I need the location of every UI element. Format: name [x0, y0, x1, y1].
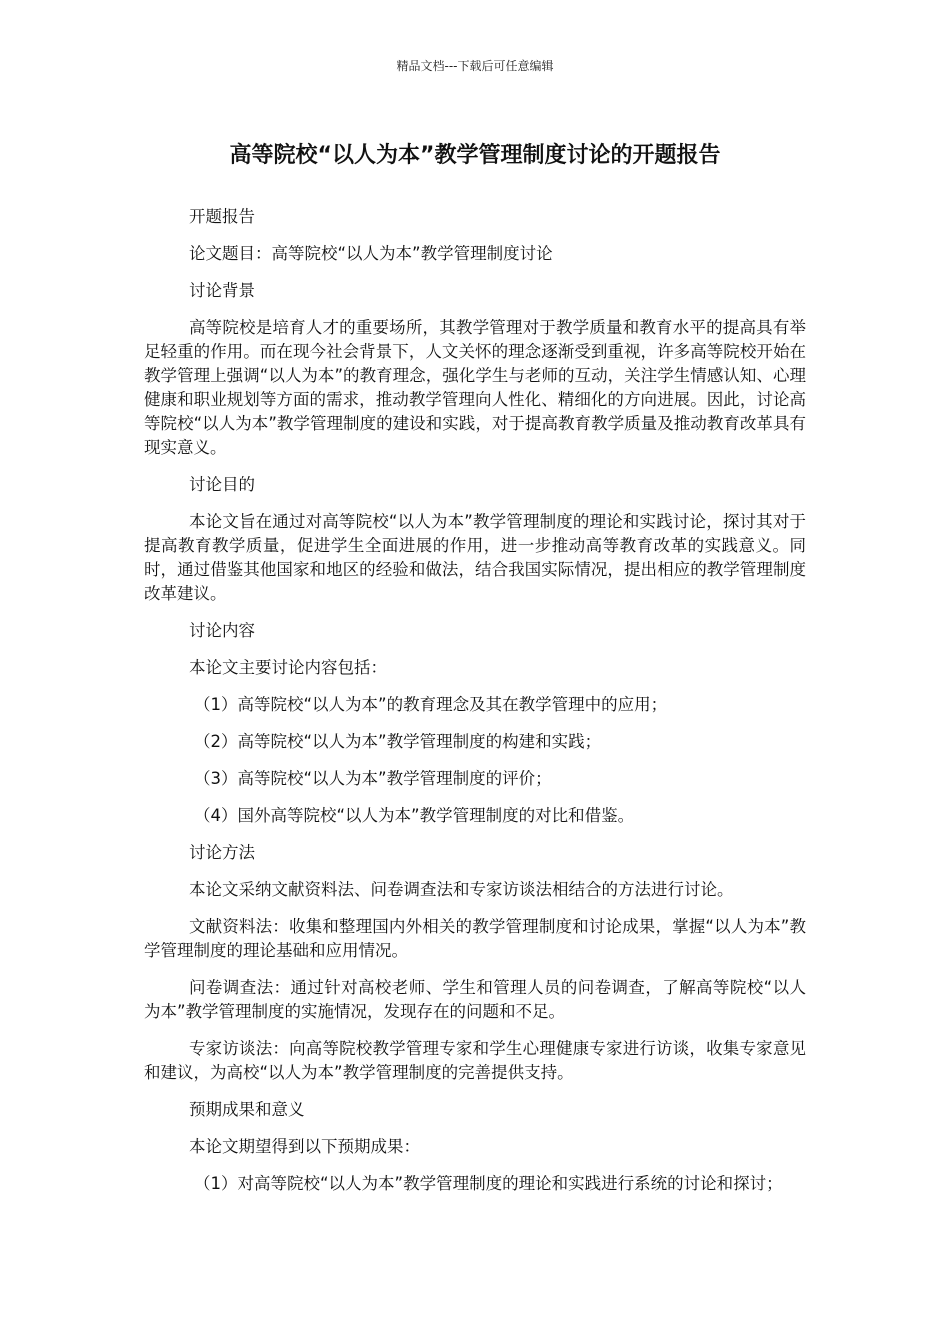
- list-item: （4）国外高等院校“以人为本”教学管理制度的对比和借鉴。: [194, 806, 635, 825]
- paragraph: 高等院校是培育人才的重要场所，其教学管理对于教学质量和教育水平的提高具有举足轻重的作用。而在现今社会背景下，人文关怀的理念逐渐受到重视，许多高等院校开始在教学管理上强调“以人为本”的教育理念，强化学生与老师的互动，关注学生情感认知、心理健康和职业规划等方面的需求，推动教学管理向人性化、精细化的方向进展。因此，讨论高等院校“以人为本”教学管理制度的建设和实践，对于提高教育教学质量及推动教育改革具有现实意义。: [144, 318, 806, 457]
- page-header-note: 精品文档---下载后可任意编辑: [396, 59, 554, 73]
- paragraph: 开题报告: [189, 207, 255, 226]
- section-heading: 讨论背景: [189, 281, 255, 300]
- section-heading: 讨论内容: [189, 621, 255, 640]
- list-item: （3）高等院校“以人为本”教学管理制度的评价；: [194, 769, 552, 788]
- paragraph: 本论文采纳文献资料法、问卷调查法和专家访谈法相结合的方法进行讨论。: [189, 880, 734, 899]
- paragraph: 专家访谈法：向高等院校教学管理专家和学生心理健康专家进行访谈，收集专家意见和建议，为高校“以人为本”教学管理制度的完善提供支持。: [144, 1039, 806, 1082]
- section-heading: 讨论方法: [189, 843, 255, 862]
- paragraph: 论文题目：高等院校“以人为本”教学管理制度讨论: [189, 244, 553, 263]
- list-item: （1）高等院校“以人为本”的教育理念及其在教学管理中的应用；: [194, 695, 668, 714]
- paragraph: 文献资料法：收集和整理国内外相关的教学管理制度和讨论成果，掌握“以人为本”教学管理制度的理论基础和应用情况。: [144, 917, 806, 960]
- document-body: [144, 205, 806, 1209]
- section-heading: 讨论目的: [189, 475, 255, 494]
- document-title: 高等院校“以人为本”教学管理制度讨论的开题报告: [229, 143, 721, 168]
- paragraph: 问卷调查法：通过针对高校老师、学生和管理人员的问卷调查，了解高等院校“以人为本”教学管理制度的实施情况，发现存在的问题和不足。: [144, 978, 806, 1021]
- paragraph: 本论文主要讨论内容包括：: [189, 658, 387, 677]
- list-item: （2）高等院校“以人为本”教学管理制度的构建和实践；: [194, 732, 602, 751]
- paragraph: 本论文期望得到以下预期成果：: [189, 1137, 420, 1156]
- list-item: （1）对高等院校“以人为本”教学管理制度的理论和实践进行系统的讨论和探讨；: [194, 1174, 783, 1193]
- paragraph: 本论文旨在通过对高等院校“以人为本”教学管理制度的理论和实践讨论，探讨其对于提高教育教学质量，促进学生全面进展的作用，进一步推动高等教育改革的实践意义。同时，通过借鉴其他国家和地区的经验和做法，结合我国实际情况，提出相应的教学管理制度改革建议。: [144, 512, 806, 603]
- section-heading: 预期成果和意义: [189, 1100, 305, 1119]
